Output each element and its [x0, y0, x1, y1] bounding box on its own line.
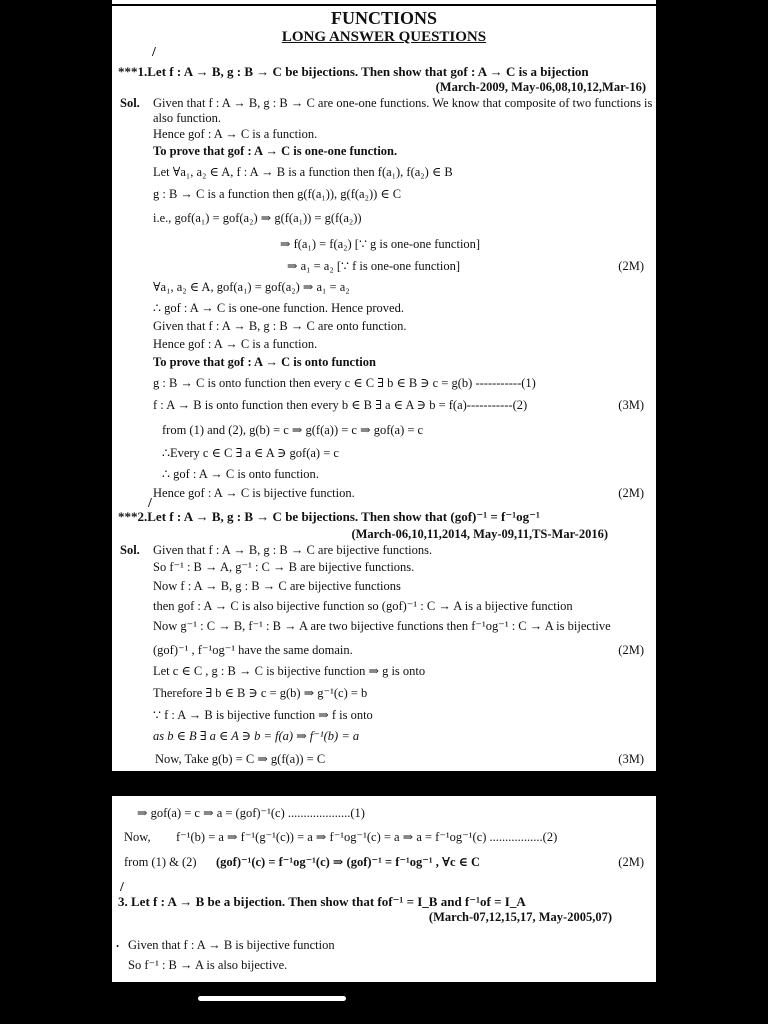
q2-line: ⇒ gof(a) = c ⇒ a = (gof)⁻¹(c) ....................(1): [137, 806, 365, 820]
q1-line: i.e., gof(a₁) = gof(a₂) ⇒ g(f(a₁)) = g(f(a₂)): [153, 211, 362, 225]
q1-line: Hence gof : A → C is a function.: [153, 337, 318, 351]
q2-from-label: from (1) & (2): [124, 855, 197, 869]
q1-line: f : A → B is onto function then every b ∈ B ∃ a ∈ A ∋ b = f(a)-----------(2): [153, 398, 528, 412]
q1-line: Given that f : A → B, g : B → C are one-one functions. We know that composite of two functions is: [153, 96, 653, 110]
q1-line: To prove that gof : A → C is one-one function.: [153, 144, 398, 158]
page-heading: FUNCTIONS: [330, 8, 437, 28]
q2-line: ∵ f : A → B is bijective function ⇒ f is onto: [153, 708, 373, 722]
q1-line: also function.: [153, 111, 222, 125]
q1-line: g : B → C is onto function then every c ∈ C ∃ b ∈ B ∋ c = g(b) -----------(1): [153, 376, 536, 390]
q2-line: Now f : A → B, g : B → C are bijective functions: [153, 579, 401, 593]
q1-line: Hence gof : A → C is bijective function.: [153, 486, 355, 500]
q2-line: (gof)⁻¹ , f⁻¹og⁻¹ have the same domain.: [153, 643, 353, 657]
q2-line: f⁻¹(b) = a ⇒ f⁻¹(g⁻¹(c)) = a ⇒ f⁻¹og⁻¹(c) = a ⇒ a = f⁻¹og⁻¹(c) .................(2): [176, 830, 558, 844]
q1-line: ∴ gof : A → C is one-one function. Hence proved.: [153, 301, 404, 315]
home-indicator[interactable]: [198, 996, 346, 1001]
q1-line: To prove that gof : A → C is onto function: [153, 355, 376, 369]
q1-title: ***1.Let f : A → B, g : B → C be bijections. Then show that gof : A → C is a bijection: [118, 64, 589, 79]
q1-marks: (2M): [618, 486, 644, 500]
q1-line: Given that f : A → B, g : B → C are onto function.: [153, 319, 407, 333]
q3-tick-mark: /: [120, 880, 124, 895]
q1-line: from (1) and (2), g(b) = c ⇒ g(f(a)) = c ⇒ gof(a) = c: [162, 423, 424, 437]
q2-marks: (3M): [618, 752, 644, 766]
q3-line: So f⁻¹ : B → A is also bijective.: [128, 958, 288, 972]
page-subheading: LONG ANSWER QUESTIONS: [281, 29, 487, 45]
q1-line: ∴Every c ∈ C ∃ a ∈ A ∋ gof(a) = c: [162, 446, 339, 460]
q2-reference: (March-06,10,11,2014, May-09,11,TS-Mar-2016): [351, 527, 608, 541]
top-rule: [112, 4, 656, 6]
q1-marks: (3M): [618, 398, 644, 412]
q2-sol-label: Sol.: [120, 543, 140, 557]
q2-line: as b ∈ B ∃ a ∈ A ∋ b = f(a) ⇒ f⁻¹(b) = a: [153, 729, 360, 743]
q1-line: ⇒ f(a₁) = f(a₂) [∵ g is one-one function]: [280, 237, 481, 251]
q1-line: ∀a₁, a₂ ∈ A, gof(a₁) = gof(a₂) ⇒ a₁ = a₂: [153, 280, 350, 294]
q1-line: g : B → C is a function then g(f(a₁)), g(f(a₂)) ∈ C: [153, 187, 402, 201]
q1-line: Hence gof : A → C is a function.: [153, 127, 318, 141]
document-page: [112, 0, 656, 1024]
screenshot-seam-bar: [112, 771, 656, 796]
q1-tick-mark: /: [152, 45, 156, 60]
q1-line: ∴ gof : A → C is onto function.: [162, 467, 319, 481]
q2-marks: (2M): [618, 855, 644, 869]
q1-line: ⇒ a₁ = a₂ [∵ f is one-one function]: [287, 259, 461, 273]
q2-line: Now, Take g(b) = C ⇒ g(f(a)) = C: [155, 752, 326, 766]
q3-bullet: .: [116, 936, 120, 950]
q1-marks: (2M): [618, 259, 644, 273]
q2-now-label: Now,: [124, 830, 151, 844]
q3-line: Given that f : A → B is bijective function: [128, 938, 335, 952]
q2-line: So f⁻¹ : B → A, g⁻¹ : C → B are bijective functions.: [153, 560, 415, 574]
q1-line: Let ∀a₁, a₂ ∈ A, f : A → B is a function then f(a₁), f(a₂) ∈ B: [153, 165, 453, 179]
q2-title: ***2.Let f : A → B, g : B → C be bijections. Then show that (gof)⁻¹ = f⁻¹og⁻¹: [118, 509, 540, 524]
q2-line: then gof : A → C is also bijective function so (gof)⁻¹ : C → A is a bijective function: [153, 599, 573, 613]
q2-line: Therefore ∃ b ∈ B ∋ c = g(b) ⇒ g⁻¹(c) = b: [153, 686, 368, 700]
q2-line: (gof)⁻¹(c) = f⁻¹og⁻¹(c) ⇒ (gof)⁻¹ = f⁻¹og⁻¹ , ∀c ∈ C: [216, 855, 481, 869]
q3-title: 3. Let f : A → B be a bijection. Then show that fof⁻¹ = I_B and f⁻¹of = I_A: [118, 894, 526, 909]
q2-marks: (2M): [618, 643, 644, 657]
q2-tick-mark: /: [148, 496, 152, 511]
bottom-bar: [112, 982, 656, 1024]
q2-line: Given that f : A → B, g : B → C are bijective functions.: [153, 543, 433, 557]
q1-sol-label: Sol.: [120, 96, 140, 110]
q2-line: Now g⁻¹ : C → B, f⁻¹ : B → A are two bijective functions then f⁻¹og⁻¹ : C → A is bijective: [153, 619, 611, 633]
q3-reference: (March-07,12,15,17, May-2005,07): [428, 910, 612, 924]
q1-reference: (March-2009, May-06,08,10,12,Mar-16): [435, 80, 646, 94]
q2-line: Let c ∈ C , g : B → C is bijective function ⇒ g is onto: [153, 664, 426, 678]
